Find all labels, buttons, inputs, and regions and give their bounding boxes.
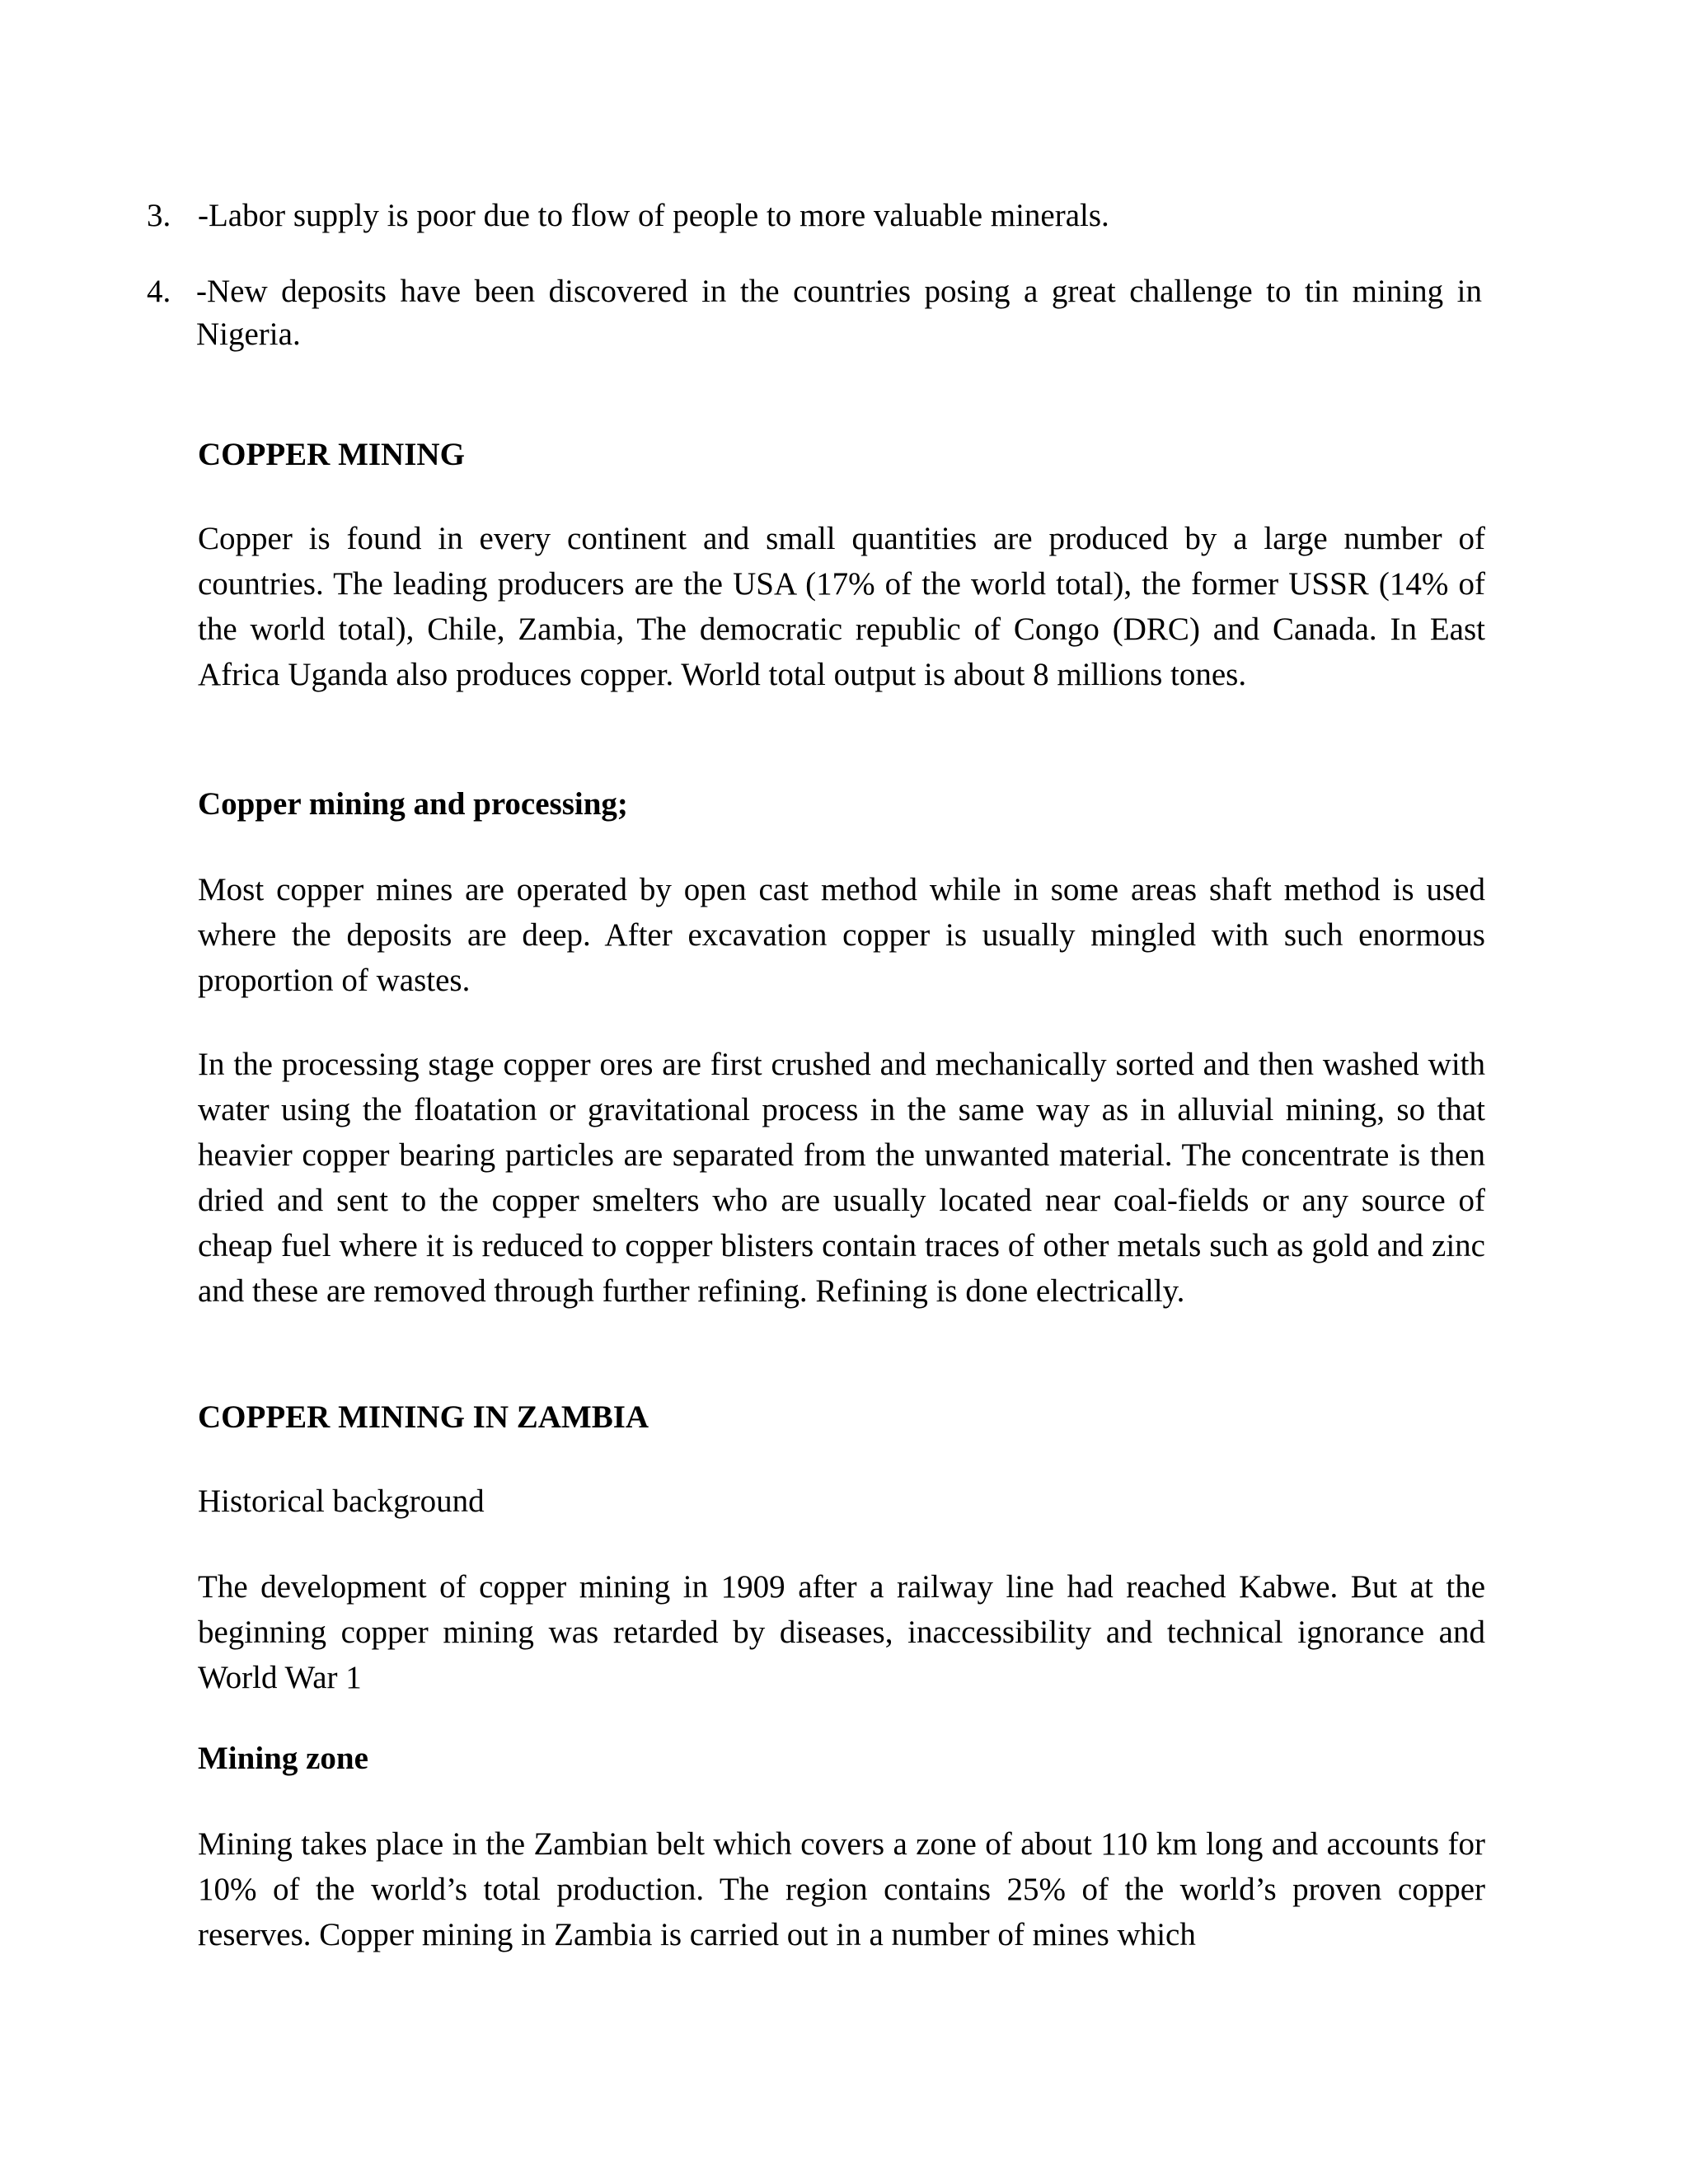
heading-copper-mining: COPPER MINING [198, 437, 465, 472]
list-text: -New deposits have been discovered in the countries posing a great challenge to tin mining in Nigeria. [196, 274, 1482, 352]
heading-mining-zone: Mining zone [198, 1741, 368, 1776]
list-text: -Labor supply is poor due to flow of people to more valuable minerals. [198, 198, 1109, 233]
heading-copper-zambia: COPPER MINING IN ZAMBIA [198, 1399, 649, 1435]
paragraph-copper-intro: Copper is found in every continent and small quantities are produced by a large number of countries. The leading producers are the USA (17% of the world total), the former USSR (14% of the world total), Chile, Zambia, The democratic republic of Congo (DRC) and Canada. In East Africa Uganda also produces copper. World total output is about 8 millions tones. [198, 521, 1485, 692]
list-item-4 [147, 270, 1482, 356]
paragraph-mining-zone: Mining takes place in the Zambian belt which covers a zone of about 110 km long and accounts for 10% of the world’s total production. The region contains 25% of the world’s proven copper reserves. Copper mining in Zambia is carried out in a number of mines which [198, 1826, 1485, 1952]
paragraph-processing-2: In the processing stage copper ores are first crushed and mechanically sorted and then washed with water using the floatation or gravitational process in the same way as in alluvial mining, so that heavier copper bearing particles are separated from the unwanted material. The concentrate is then dried and sent to the copper smelters who are usually located near coal-fields or any source of cheap fuel where it is reduced to copper blisters contain traces of other metals such as gold and zinc and these are removed through further refining. Refining is done electrically. [198, 1047, 1485, 1309]
paragraph-history: The development of copper mining in 1909 after a railway line had reached Kabwe. But at the beginning copper mining was retarded by diseases, inaccessibility and technical ignorance and World War 1 [198, 1569, 1485, 1695]
list-item-3 [147, 194, 1482, 237]
heading-copper-processing: Copper mining and processing; [198, 786, 628, 822]
list-number: 4. [147, 274, 171, 309]
list-number: 3. [147, 198, 171, 233]
paragraph-processing-1: Most copper mines are operated by open cast method while in some areas shaft method is used where the deposits are deep. After excavation copper is usually mingled with such enormous proportion of wastes. [198, 872, 1485, 998]
subheading-historical-background: Historical background [198, 1483, 485, 1519]
